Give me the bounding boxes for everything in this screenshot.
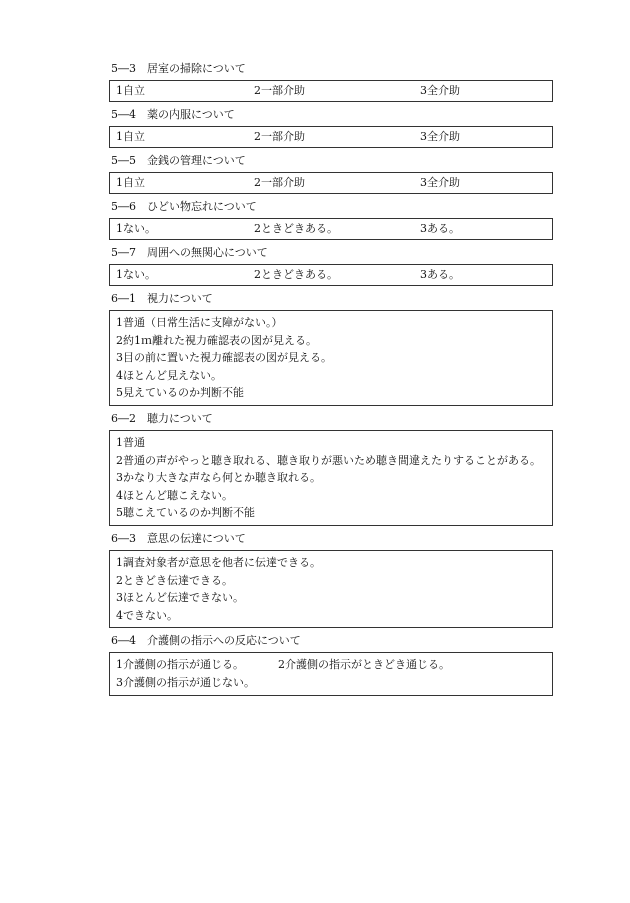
section-title-5-5: 5―5 金銭の管理について	[111, 154, 246, 167]
option-6-1-4: 4ほとんど見えない。	[116, 368, 222, 382]
option-6-2-2: 2普通の声がやっと聴き取れる、聴き取りが悪いため聴き間違えたりすることがある。	[116, 453, 541, 467]
option-5-5-1: 1自立	[116, 176, 145, 190]
section-title-6-1: 6―1 視力について	[111, 292, 213, 305]
option-5-4-1: 1自立	[116, 130, 145, 144]
option-6-1-1: 1普通（日常生活に支障がない。）	[116, 316, 283, 329]
option-5-6-1: 1ない。	[116, 222, 156, 236]
option-5-5-3: 3全介助	[420, 176, 460, 190]
option-6-4-2: 2介護側の指示がときどき通じる。	[278, 658, 450, 672]
form-content	[109, 62, 553, 702]
section-title-5-3: 5―3 居室の掃除について	[111, 62, 246, 75]
option-5-4-3: 3全介助	[420, 130, 460, 144]
options-box-5-7	[109, 264, 553, 286]
options-box-5-3	[109, 80, 553, 102]
option-6-3-3: 3ほとんど伝達できない。	[116, 591, 244, 605]
option-6-2-3: 3かなり大きな声なら何とか聴き取れる。	[116, 471, 321, 485]
option-6-1-2: 2約1ｍ離れた視力確認表の図が見える。	[116, 333, 317, 347]
options-box-6-4	[109, 652, 553, 695]
option-5-4-2: 2一部介助	[254, 130, 305, 144]
option-5-3-3: 3全介助	[420, 84, 460, 98]
section-title-6-4: 6―4 介護側の指示への反応について	[111, 634, 301, 648]
option-5-7-1: 1ない。	[116, 268, 156, 282]
section-title-6-2: 6―2 聴力について	[111, 411, 213, 425]
section-title-5-4: 5―4 薬の内服について	[111, 108, 235, 121]
option-5-7-3: 3ある。	[420, 268, 460, 282]
option-6-4-1: 1介護側の指示が通じる。	[116, 658, 244, 672]
option-5-3-2: 2一部介助	[254, 84, 305, 98]
section-title-6-3: 6―3 意思の伝達について	[111, 531, 246, 545]
option-row-6-4	[116, 656, 546, 674]
option-6-1-3: 3目の前に置いた視力確認表の図が見える。	[116, 351, 332, 365]
option-5-6-2: 2ときどきある。	[254, 222, 338, 236]
option-6-4-3: 3介護側の指示が通じない。	[116, 675, 255, 689]
options-box-5-5	[109, 172, 553, 194]
option-6-3-2: 2ときどき伝達できる。	[116, 573, 233, 587]
options-box-5-6	[109, 218, 553, 240]
option-5-5-2: 2一部介助	[254, 176, 305, 190]
options-box-6-1	[109, 310, 553, 406]
option-6-1-5: 5見えているのか判断不能	[116, 386, 244, 400]
option-6-2-1: 1普通	[116, 435, 145, 449]
options-box-5-4	[109, 126, 553, 148]
option-5-6-3: 3ある。	[420, 222, 460, 236]
option-6-2-4: 4ほとんど聴こえない。	[116, 488, 233, 502]
option-6-3-4: 4できない。	[116, 608, 178, 622]
section-title-5-6: 5―6 ひどい物忘れについて	[111, 200, 257, 213]
options-box-6-2	[109, 430, 553, 526]
option-5-7-2: 2ときどきある。	[254, 268, 338, 282]
options-box-6-3	[109, 550, 553, 628]
section-title-5-7: 5―7 周囲への無関心について	[111, 246, 268, 259]
option-6-3-1: 1調査対象者が意思を他者に伝達できる。	[116, 555, 321, 569]
option-6-2-5: 5聴こえているのか判断不能	[116, 506, 255, 520]
option-5-3-1: 1自立	[116, 84, 145, 98]
